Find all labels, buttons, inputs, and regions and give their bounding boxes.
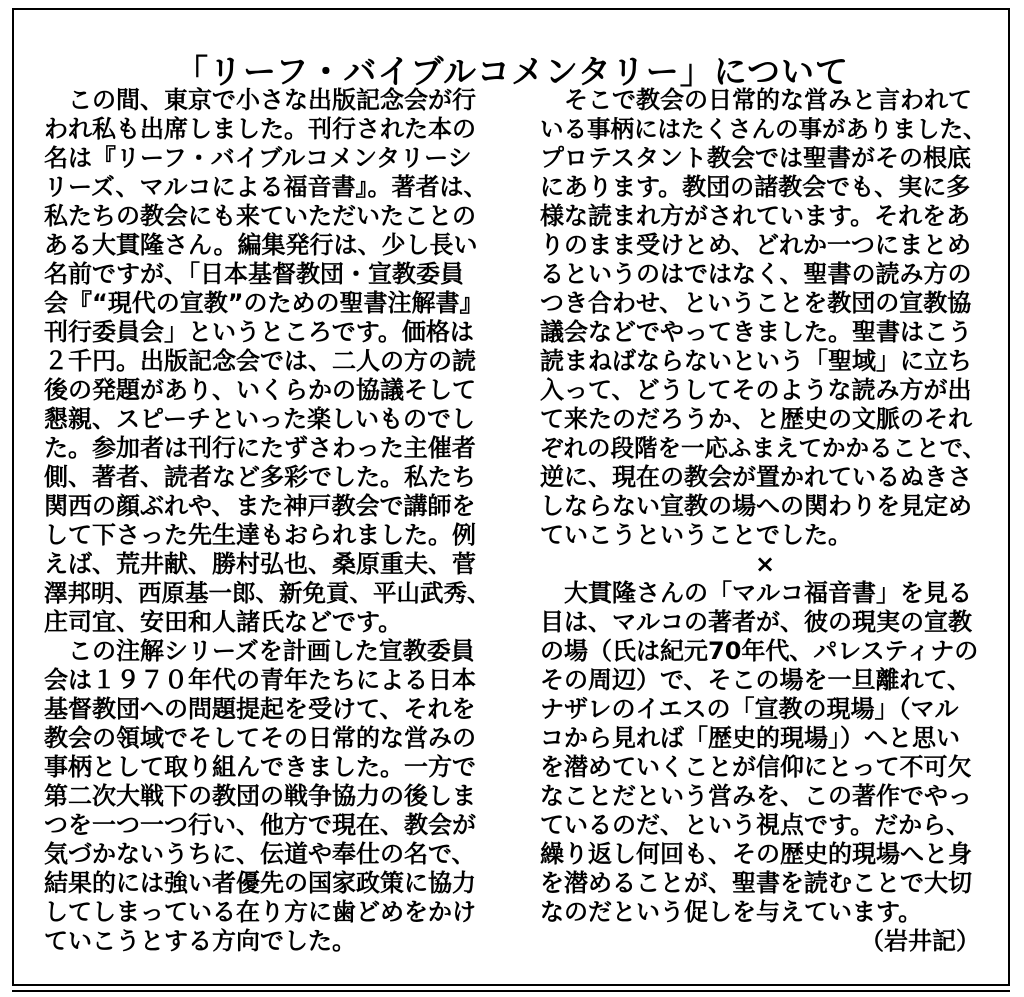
text-line: その周辺）で、そこの場を一旦離れて、	[540, 666, 972, 694]
text-line: て来たのだろうか、と歴史の文脈のそれ	[540, 405, 972, 433]
text-line: プロテスタント教会では聖書がその根底	[540, 144, 972, 172]
text-line: 気づかないうちに、伝道や奉仕の名で、	[44, 840, 476, 868]
text-line: ２千円。出版記念会では、二人の方の読	[44, 347, 476, 375]
text-line: そこで教会の日常的な営みと言われて	[564, 86, 972, 114]
text-line: 後の発題があり、いくらかの協議そして	[44, 376, 476, 404]
text-line: つを一つ一つ行い、他方で現在、教会が	[44, 811, 476, 839]
text-line: 会は１９７０年代の青年たちによる日本	[44, 666, 476, 694]
text-line: ているのだ、という視点です。だから、	[540, 811, 971, 839]
text-line: 読まねばならないという「聖域」に立ち	[540, 347, 972, 375]
text-line: いる事柄にはたくさんの事がありました、	[540, 115, 987, 143]
text-line: を潜めることが、聖書を読むことで大切	[540, 869, 972, 897]
text-line: 目は、マルコの著者が、彼の現実の宣教	[540, 608, 972, 636]
text-line: しならない宣教の場への関わりを見定め	[540, 492, 972, 520]
text-line: われ私も出席しました。刊行された本の	[44, 115, 476, 143]
text-line: リーズ、マルコによる福音書』。著者は、	[44, 173, 488, 201]
text-line: 議会などでやってきました。聖書はこう	[540, 318, 972, 346]
text-line: コから見れば「歴史的現場」）へと思い	[540, 724, 960, 752]
text-line: の場（氏は紀元70年代、パレスティナの	[540, 637, 979, 665]
text-line: 関西の顔ぶれや、また神戸教会で講師を	[44, 492, 476, 520]
text-line: 逆に、現在の教会が置かれているぬきさ	[540, 463, 972, 491]
text-line: ていこうということでした。	[540, 521, 852, 549]
bottom-rule	[12, 990, 1010, 992]
text-line: ある大貫隆さん。編集発行は、少し長い	[44, 231, 478, 259]
text-line: 教会の領域でそしてその日常的な営みの	[44, 724, 476, 752]
text-line: 事柄として取り組んできました。一方で	[44, 753, 476, 781]
text-line: なのだという促しを与えています。	[540, 898, 923, 926]
author-signature: （岩井記）	[860, 927, 980, 955]
text-line: なことだという営みを、この著作でやっ	[540, 782, 972, 810]
text-line: 懇親、スピーチといった楽しいものでし	[44, 405, 476, 433]
text-line: 様な読まれ方がされています。それをあ	[540, 202, 971, 230]
text-line: 大貫隆さんの「マルコ福音書」を見る	[564, 579, 972, 607]
left-column	[44, 86, 494, 956]
text-line: 基督教団への問題提起を受けて、それを	[44, 695, 476, 723]
text-line: 会『“現代の宣教”のための聖書注解書』	[44, 289, 484, 317]
text-line: 第二次大戦下の教団の戦争協力の後しま	[44, 782, 476, 810]
text-line: を潜めていくことが信仰にとって不可欠	[540, 753, 972, 781]
text-line: つき合わせ、ということを教団の宣教協	[540, 289, 972, 317]
text-line: ナザレのイエスの「宣教の現場」（マル	[540, 695, 959, 723]
text-line: えば、荒井献、勝村弘也、桑原重夫、菅	[44, 550, 476, 578]
text-line: この間、東京で小さな出版記念会が行	[68, 86, 476, 114]
text-line: 名は『リーフ・バイブルコメンタリーシ	[44, 144, 472, 172]
text-line: ていこうとする方向でした。	[44, 927, 356, 955]
text-line: 庄司宜、安田和人諸氏などです。	[44, 608, 403, 636]
text-line: してしまっている在り方に歯どめをかけ	[44, 898, 476, 926]
text-line: 名前ですが、「日本基督教団・宣教委員	[44, 260, 464, 288]
text-line: 澤邦明、西原基一郎、新免貢、平山武秀、	[44, 579, 491, 607]
text-line: して下さった先生達もおられました。例	[44, 521, 476, 549]
text-line: ぞれの段階を一応ふまえてかかることで、	[540, 434, 987, 462]
text-line: りのまま受けとめ、どれか一つにまとめ	[540, 231, 972, 259]
text-line: 私たちの教会にも来ていただいたことの	[44, 202, 476, 230]
text-line: この注解シリーズを計画した宣教委員	[68, 637, 475, 665]
article-title: 「リーフ・バイブルコメンタリー」について	[174, 52, 850, 92]
text-line: にあります。教団の諸教会でも、実に多	[540, 173, 971, 201]
text-line: 入って、どうしてそのような読み方が出	[540, 376, 972, 404]
text-line: 刊行委員会」というところです。価格は	[44, 318, 474, 346]
text-line: 繰り返し何回も、その歴史的現場へと身	[540, 840, 972, 868]
text-line: 結果的には強い者優先の国家政策に協力	[44, 869, 476, 897]
right-column	[540, 86, 990, 956]
text-line: るというのはではなく、聖書の読み方の	[540, 260, 972, 288]
text-line: た。参加者は刊行にたずさわった主催者	[44, 434, 476, 462]
text-line: 側、著者、読者など多彩でした。私たち	[44, 463, 476, 491]
section-separator: ×	[754, 550, 776, 578]
